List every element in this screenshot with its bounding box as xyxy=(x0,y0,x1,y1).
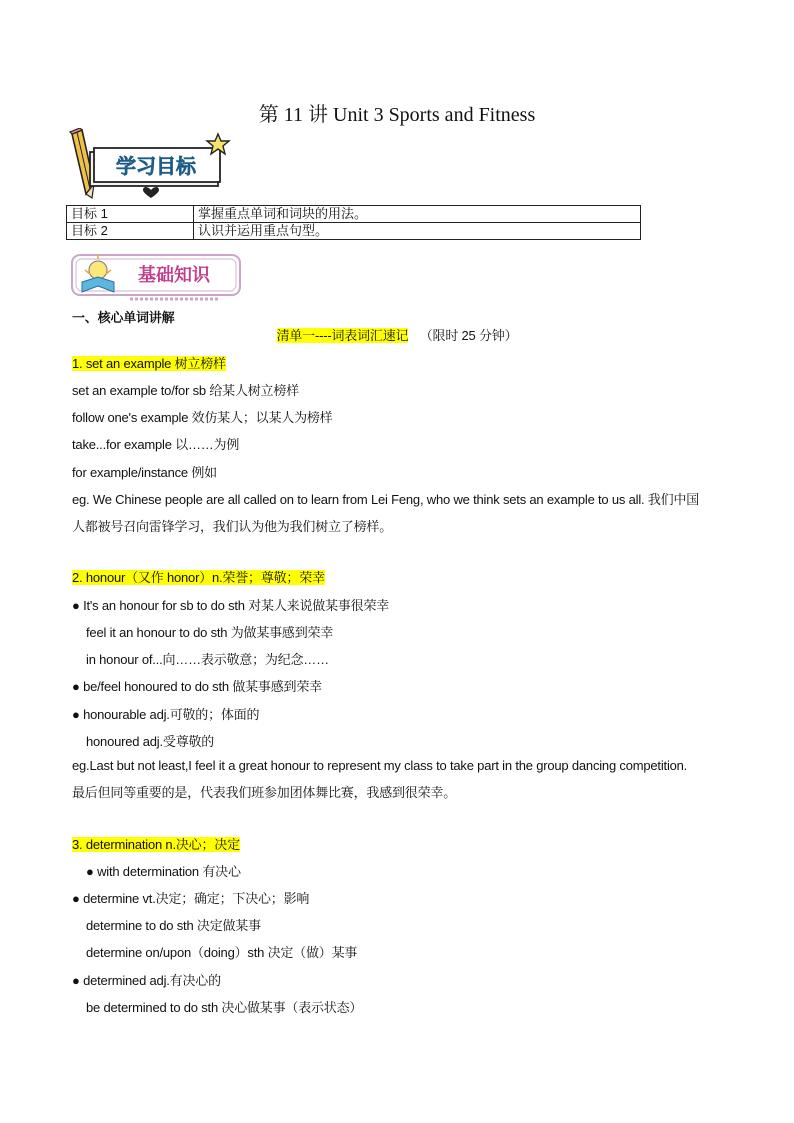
item-3-line: determine to do sth 决定做某事 xyxy=(86,918,261,933)
heart-icon xyxy=(143,187,159,198)
svg-text:基础知识: 基础知识 xyxy=(138,265,210,286)
svg-text:学习目标: 学习目标 xyxy=(116,154,196,178)
goal-label: 目标 1 xyxy=(67,206,194,223)
item-2-head: 2. honour（又作 honor）n.荣誉；尊敬；荣幸 xyxy=(72,570,325,585)
item-1-line: take...for example 以……为例 xyxy=(72,437,240,452)
item-2-line: ● honourable adj.可敬的；体面的 xyxy=(72,707,260,722)
item-1-line: follow one's example 效仿某人；以某人为榜样 xyxy=(72,410,333,425)
item-3-head: 3. determination n.决心；决定 xyxy=(72,837,240,852)
goals-table xyxy=(66,205,641,240)
item-3-line: ● with determination 有决心 xyxy=(86,864,241,879)
item-1-head: 1. set an example 树立榜样 xyxy=(72,356,226,371)
list-time: （限时 25 分钟） xyxy=(419,328,518,343)
item-3-line: ● determine vt.决定；确定；下决心；影响 xyxy=(72,891,310,906)
item-2-line: in honour of...向……表示敬意；为纪念…… xyxy=(86,652,329,667)
item-2-example: eg.Last but not least,I feel it a great honour to represent my class to take part in the group dancing competition. xyxy=(72,758,688,773)
table-row xyxy=(67,223,641,240)
page-title: 第 11 讲 Unit 3 Sports and Fitness xyxy=(258,104,536,126)
item-2-line: honoured adj.受尊敬的 xyxy=(86,734,215,749)
basic-knowledge-banner xyxy=(70,252,245,302)
section-heading: 一、核心单词讲解 xyxy=(72,310,175,325)
table-row xyxy=(67,206,641,223)
item-1-line: for example/instance 例如 xyxy=(72,465,217,480)
goal-text: 认识并运用重点句型。 xyxy=(194,223,641,240)
item-1-example: eg. We Chinese people are all called on to learn from Lei Feng, who we think sets an example to us all. 我们中国 xyxy=(72,492,700,507)
item-2-line: ● It's an honour for sb to do sth 对某人来说做某事很荣幸 xyxy=(72,598,390,613)
item-2-line: feel it an honour to do sth 为做某事感到荣幸 xyxy=(86,625,334,640)
list-title-row xyxy=(0,325,794,344)
item-3-line: be determined to do sth 决心做某事（表示状态） xyxy=(86,1000,363,1015)
item-2-line: ● be/feel honoured to do sth 做某事感到荣幸 xyxy=(72,679,322,694)
item-3-line: ● determined adj.有决心的 xyxy=(72,973,221,988)
goal-text: 掌握重点单词和词块的用法。 xyxy=(194,206,641,223)
item-3-line: determine on/upon（doing）sth 决定（做）某事 xyxy=(86,945,358,960)
goal-label: 目标 2 xyxy=(67,223,194,240)
item-1-example-translation: 人都被号召向雷锋学习，我们认为他为我们树立了榜样。 xyxy=(72,519,393,534)
item-2-example-translation: 最后但同等重要的是，代表我们班参加团体舞比赛，我感到很荣幸。 xyxy=(72,785,457,800)
study-goals-banner xyxy=(68,128,238,200)
item-1-line: set an example to/for sb 给某人树立榜样 xyxy=(72,383,299,398)
list-title: 清单一----词表词汇速记 xyxy=(276,328,409,343)
